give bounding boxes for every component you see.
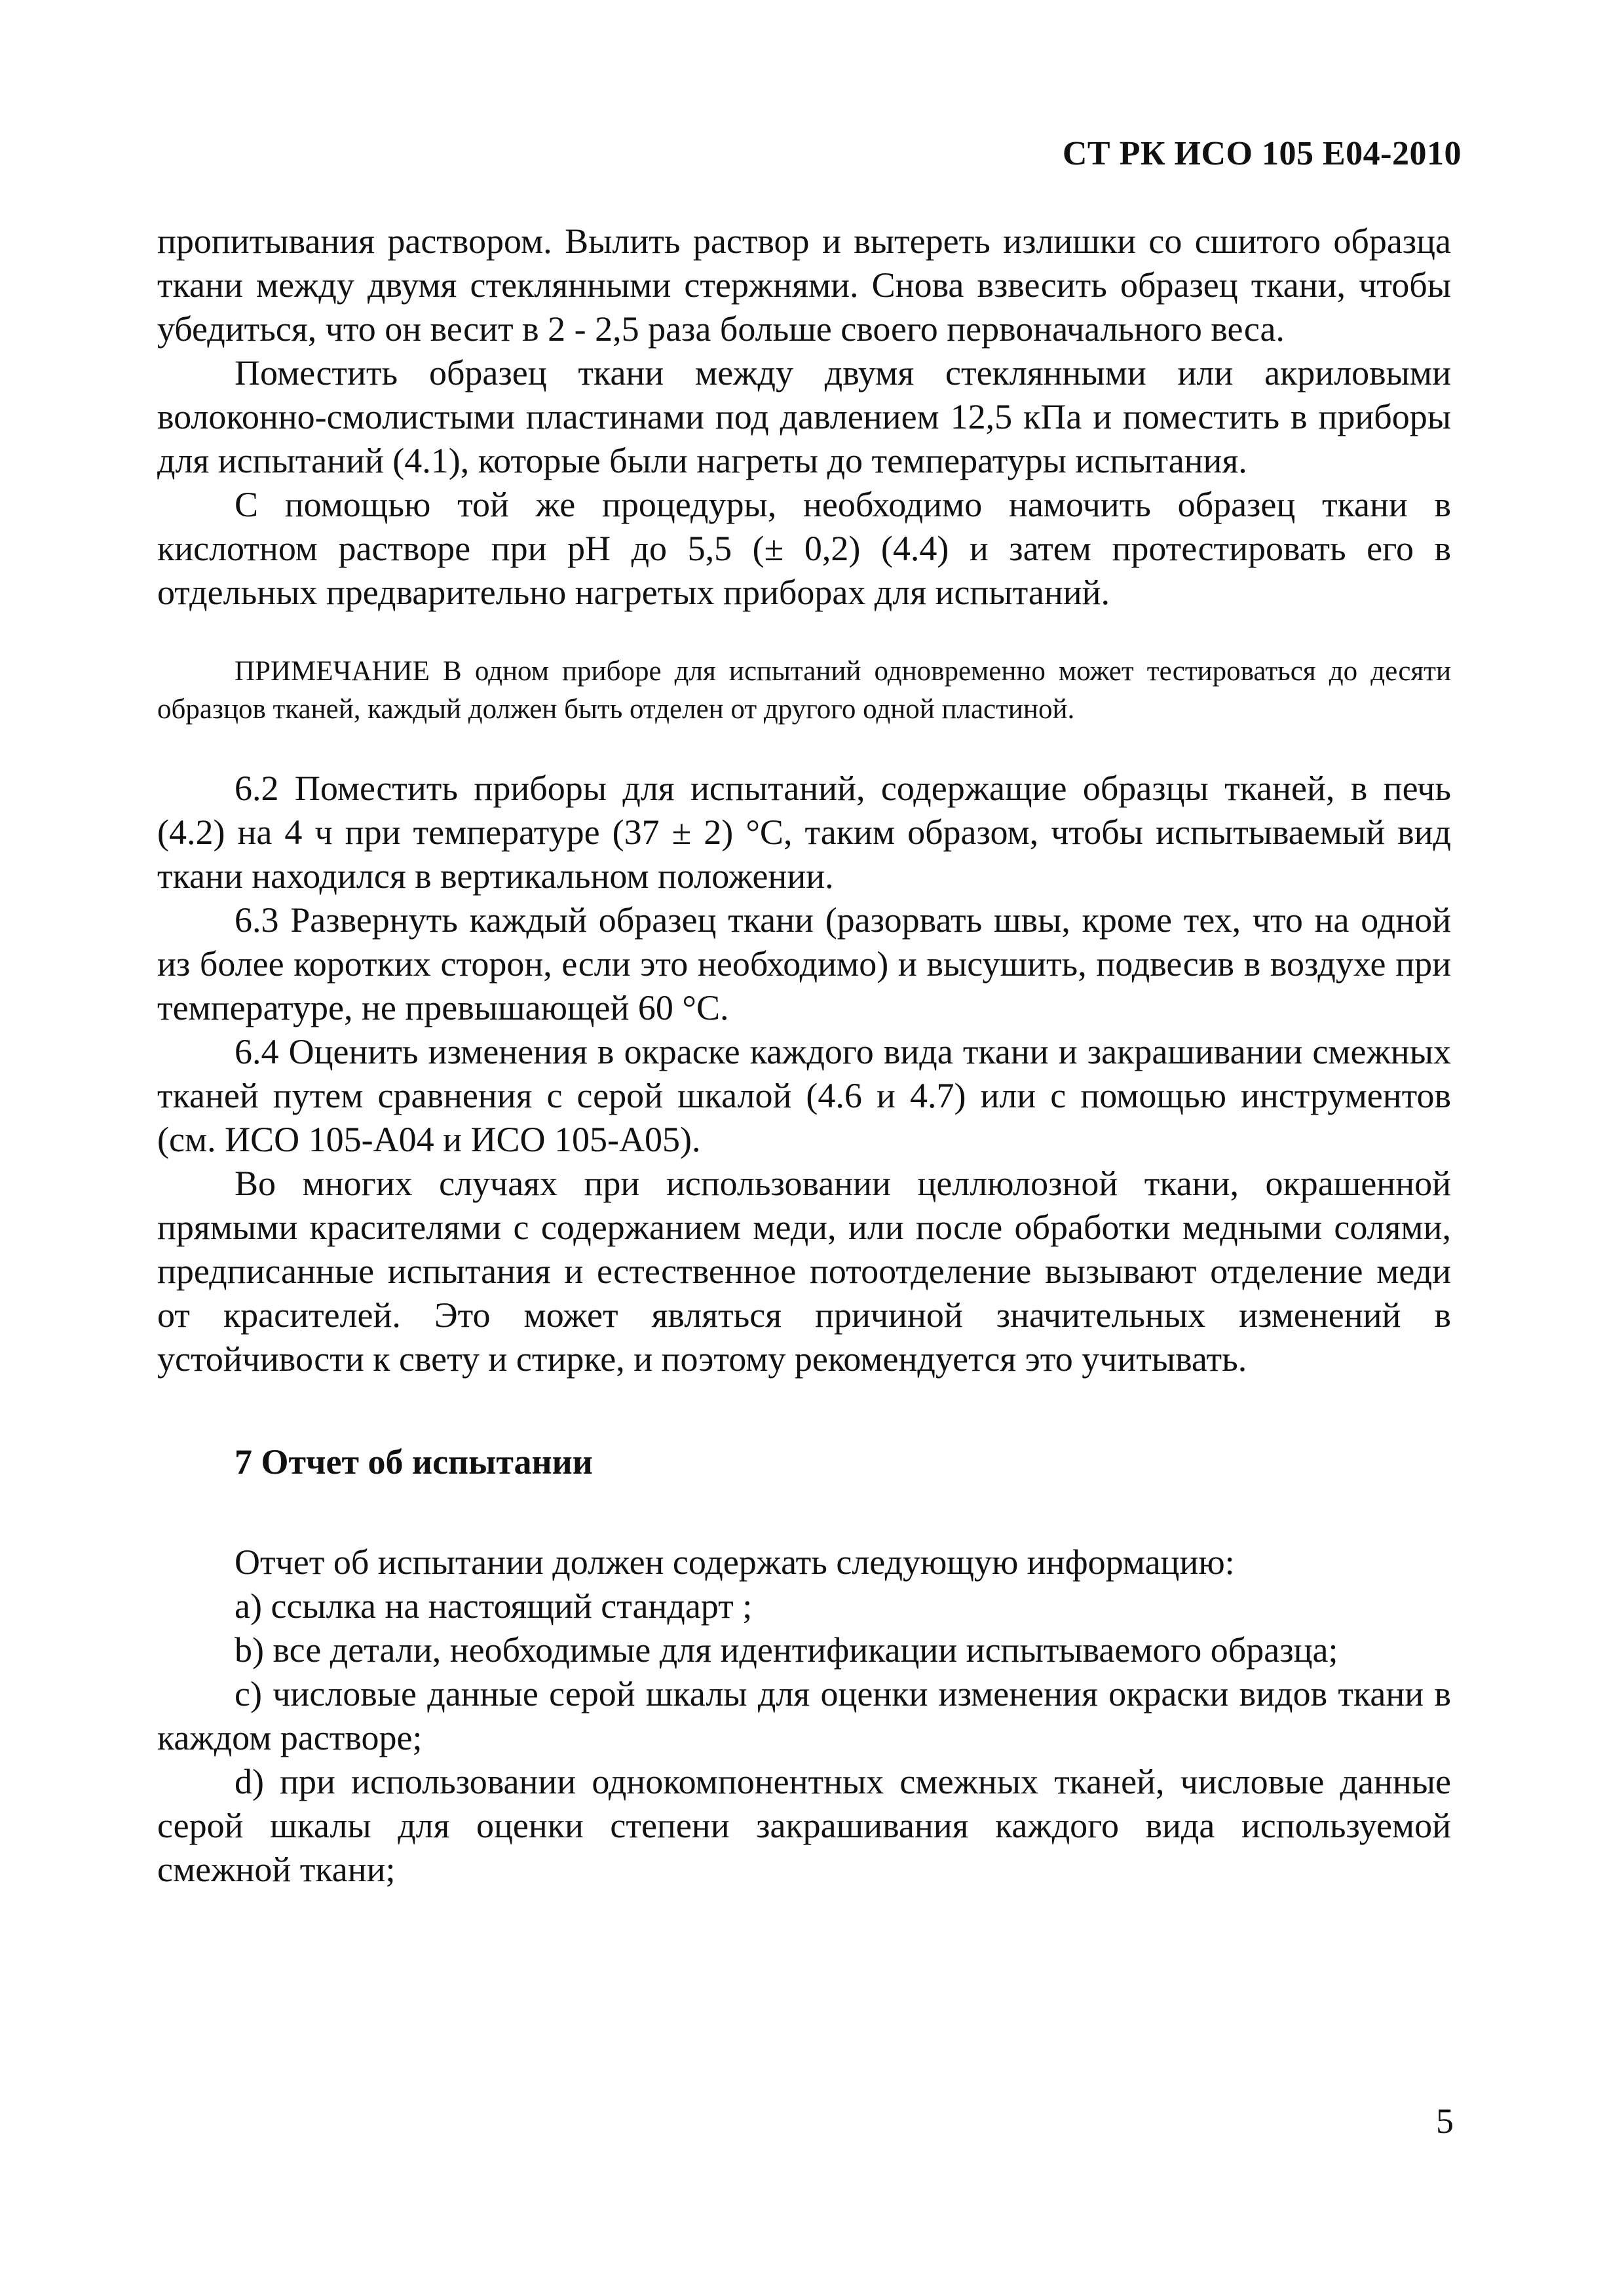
document-code-header: СТ РК ИСО 105 E04-2010 xyxy=(1062,135,1462,172)
paragraph-acid-solution: С помощью той же процедуры, необходимо намочить образец ткани в кислотном растворе при pH до 5,5 (± 0,2) (4.4) и затем протестировать его в отдельных предварительно нагретых приборах для испытаний. xyxy=(157,485,1451,612)
report-item-c: c) числовые данные серой шкалы для оценки изменения окраски видов ткани в каждом растворе; xyxy=(157,1674,1451,1757)
page-number: 5 xyxy=(1436,2101,1454,2141)
paragraph-place-sample: Поместить образец ткани между двумя стеклянными или акриловыми волоконно-смолистыми пластинами под давлением 12,5 кПа и поместить в приборы для испытаний (4.1), которые были нагреты до температуры испытания. xyxy=(157,353,1451,480)
section-7-heading: 7 Отчет об испытании xyxy=(235,1442,593,1482)
report-item-b: b) все детали, необходимые для идентификации испытываемого образца; xyxy=(235,1630,1338,1670)
paragraph-copper-note: Во многих случаях при использовании целлюлозной ткани, окрашенной прямыми красителями с содержанием меди, или после обработки медными солями, предписанные испытания и естественное потоотделение вызывают отделение меди от красителей. Это может являться причиной значительных изменений в устойчивости к свету и стирке, и поэтому рекомендуется это учитывать. xyxy=(157,1164,1451,1379)
paragraph-continuation: пропитывания раствором. Вылить раствор и вытереть излишки со сшитого образца ткани между двумя стеклянными стержнями. Снова взвесить образец ткани, чтобы убедиться, что он весит в 2 - 2,5 раза больше своего первоначального веса. xyxy=(157,221,1451,349)
section-7-intro: Отчет об испытании должен содержать следующую информацию: xyxy=(235,1542,1235,1582)
report-item-a: a) ссылка на настоящий стандарт ; xyxy=(235,1586,753,1626)
note-paragraph: ПРИМЕЧАНИЕ В одном приборе для испытаний одновременно может тестироваться до десяти образцов тканей, каждый должен быть отделен от другого одной пластиной. xyxy=(157,656,1451,725)
paragraph-6-2: 6.2 Поместить приборы для испытаний, содержащие образцы тканей, в печь (4.2) на 4 ч при температуре (37 ± 2) °C, таким образом, чтобы испытываемый вид ткани находился в вертикальном положении. xyxy=(157,769,1451,896)
paragraph-6-3: 6.3 Развернуть каждый образец ткани (разорвать швы, кроме тех, что на одной из более коротких сторон, если это необходимо) и высушить, подвесив в воздухе при температуре, не превышающей 60 °C. xyxy=(157,900,1451,1027)
document-body xyxy=(157,220,1451,1892)
report-item-d: d) при использовании однокомпонентных смежных тканей, числовые данные серой шкалы для оценки степени закрашивания каждого вида используемой смежной ткани; xyxy=(157,1762,1451,1889)
paragraph-6-4: 6.4 Оценить изменения в окраске каждого вида ткани и закрашивании смежных тканей путем сравнения с серой шкалой (4.6 и 4.7) или с помощью инструментов (см. ИСО 105-A04 и ИСО 105-A05). xyxy=(157,1032,1451,1159)
